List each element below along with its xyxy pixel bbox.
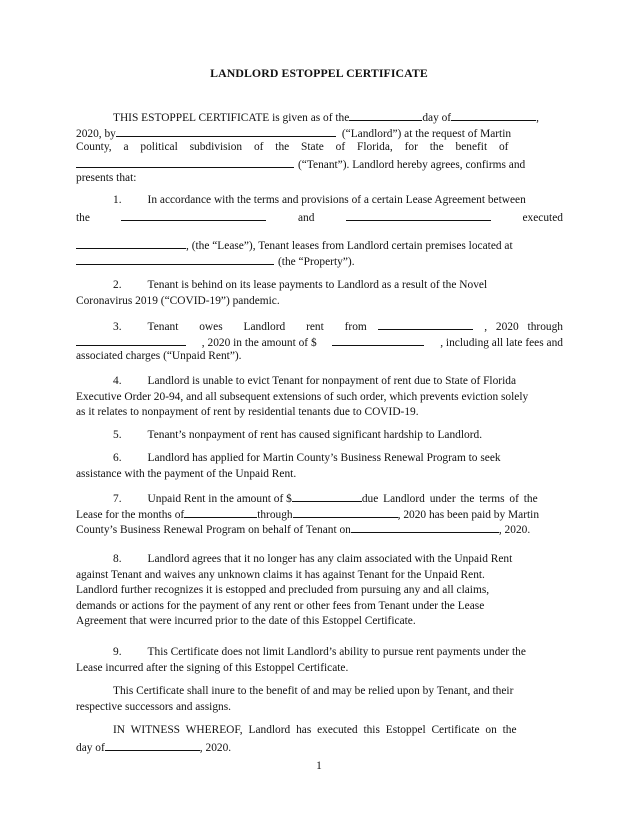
paragraph-text: demands or actions for the payment of any rent or other fees from Tenant under the Lease xyxy=(76,599,485,612)
intro-text: , xyxy=(536,112,539,124)
paragraph-text: In accordance with the terms and provisions of a certain Lease Agreement between xyxy=(147,194,526,206)
paragraph-text: , 2020. xyxy=(498,524,531,537)
paragraph-text: , 2020 has been paid by Martin xyxy=(397,508,540,521)
intro-text: 2020, by xyxy=(76,127,116,140)
paragraph-witness xyxy=(76,723,563,754)
paragraph-text: Landlord agrees that it no longer has any claim associated with the Unpaid Rent xyxy=(147,553,513,565)
paragraph-text: Executive Order 20-94, and all subsequent extensions of such order, which prevents eviction solely xyxy=(76,390,529,403)
rent-end-blank[interactable] xyxy=(76,334,186,346)
landlord-name-blank[interactable] xyxy=(116,125,336,137)
paid-amount-blank[interactable] xyxy=(292,490,362,502)
paragraph-number: 9. xyxy=(113,646,122,658)
date-month-blank[interactable] xyxy=(451,109,536,121)
paragraph-6 xyxy=(76,451,563,482)
paragraph-text: Lease for the months of xyxy=(76,508,185,521)
tenant-name-blank[interactable] xyxy=(76,156,294,168)
months-through-blank[interactable] xyxy=(293,506,398,518)
property-address-blank[interactable] xyxy=(76,253,274,265)
paragraph-text: Unpaid Rent in the amount of $ xyxy=(147,493,292,505)
paragraph-text: Landlord is unable to evict Tenant for nonpayment of rent due to State of Florida xyxy=(147,375,517,387)
paragraph-number: 8. xyxy=(113,553,122,565)
paragraph-4 xyxy=(76,374,563,421)
paragraph-5 xyxy=(76,428,563,444)
paragraph-text: Landlord further recognizes it is estopped and precluded from pursuing any and all claims, xyxy=(76,584,490,597)
lease-date-blank[interactable] xyxy=(76,237,186,249)
paragraph-text: as it relates to nonpayment of rent by residential tenants due to COVID-19. xyxy=(76,406,419,419)
paragraph-text: respective successors and assigns. xyxy=(76,700,231,713)
intro-text: presents that: xyxy=(76,172,137,185)
paragraph-number: 2. xyxy=(113,279,122,291)
paragraph-text: the xyxy=(76,211,90,224)
paragraph-number: 5. xyxy=(113,429,122,441)
paragraph-text: This Certificate shall inure to the benefit of and may be relied upon by Tenant, and their xyxy=(113,685,514,697)
paragraph-9 xyxy=(76,645,563,676)
intro-paragraph xyxy=(76,109,563,187)
paragraph-2 xyxy=(76,278,563,309)
date-day-blank[interactable] xyxy=(349,109,422,121)
paragraph-text: through xyxy=(257,508,293,521)
paragraph-8 xyxy=(76,552,563,630)
rent-start-blank[interactable] xyxy=(378,318,473,330)
lease-party-blank-2[interactable] xyxy=(346,209,491,221)
intro-text: day of xyxy=(422,112,452,124)
intro-text: (“Landlord”) at the request of Martin xyxy=(341,127,512,140)
paragraph-text: assistance with the payment of the Unpaid Rent. xyxy=(76,467,297,480)
witness-date-blank[interactable] xyxy=(105,739,200,751)
paragraph-text: Agreement that were incurred prior to the date of this Estoppel Certificate. xyxy=(76,615,416,628)
intro-text: (“Tenant”). Landlord hereby agrees, confirms and xyxy=(298,158,526,171)
paragraph-text: Lease incurred after the signing of this Estoppel Certificate. xyxy=(76,661,349,674)
paragraph-text: day of xyxy=(76,741,105,754)
intro-line: County, a political subdivision of the State of Florida, for the benefit of xyxy=(76,141,509,154)
paragraph-text: executed xyxy=(522,211,563,224)
lease-party-blank-1[interactable] xyxy=(121,209,266,221)
paragraph-number: 7. xyxy=(113,493,122,505)
paragraph-text: against Tenant and waives any unknown claims it has against Tenant for the Unpaid Rent. xyxy=(76,568,485,581)
rent-amount-blank[interactable] xyxy=(332,334,424,346)
paragraph-1-cont xyxy=(76,237,563,268)
paragraph-number: 4. xyxy=(113,375,122,387)
paid-date-blank[interactable] xyxy=(351,521,499,533)
months-from-blank[interactable] xyxy=(184,506,257,518)
paragraph-text: , (the “Lease”), Tenant leases from Landlord certain premises located at xyxy=(186,240,513,252)
paragraph-text: IN WITNESS WHEREOF, Landlord has executed this Estoppel Certificate on the xyxy=(113,724,517,736)
paragraph-7 xyxy=(76,490,563,537)
paragraph-text: This Certificate does not limit Landlord’s ability to pursue rent payments under the xyxy=(147,646,526,658)
paragraph-text: County’s Business Renewal Program on behalf of Tenant on xyxy=(76,524,351,537)
paragraph-text: associated charges (“Unpaid Rent”). xyxy=(76,350,242,363)
paragraph-text: Coronavirus 2019 (“COVID-19”) pandemic. xyxy=(76,294,280,307)
paragraph-text: due Landlord under the terms of the xyxy=(361,493,538,505)
paragraph-1 xyxy=(76,193,563,224)
paragraph-text: Tenant is behind on its lease payments to Landlord as a result of the Novel xyxy=(147,279,488,291)
paragraph-benefit xyxy=(76,684,563,715)
paragraph-number: 6. xyxy=(113,452,122,464)
intro-text: THIS ESTOPPEL CERTIFICATE is given as of the xyxy=(113,112,350,124)
paragraph-3: 3. Tenant owes Landlord rent from , 2020 through , 2020 in the amount of $ , including all late fees and associated charges (“Unpaid Rent”). xyxy=(76,318,563,365)
page-number: 1 xyxy=(316,760,322,772)
document-title: LANDLORD ESTOPPEL CERTIFICATE xyxy=(210,66,428,80)
paragraph-number: 1. xyxy=(113,194,122,206)
paragraph-text: (the “Property”). xyxy=(278,255,355,268)
paragraph-text: Landlord has applied for Martin County’s Business Renewal Program to seek xyxy=(147,452,501,464)
paragraph-text: and xyxy=(297,211,315,224)
paragraph-text: , 2020. xyxy=(199,741,232,754)
paragraph-text: Tenant’s nonpayment of rent has caused significant hardship to Landlord. xyxy=(147,429,483,441)
